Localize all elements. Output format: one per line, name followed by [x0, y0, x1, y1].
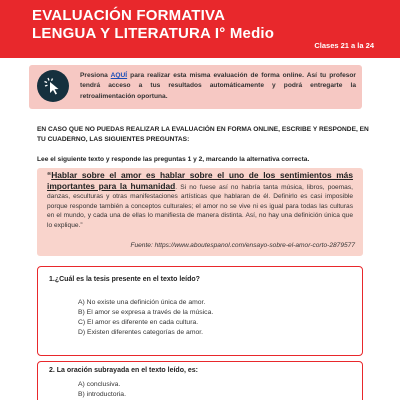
question-1-options	[78, 298, 213, 338]
header-banner	[0, 0, 400, 58]
question-1-option-d[interactable]: D) Existen diferentes categorías de amor.	[78, 329, 204, 336]
question-1-option-b[interactable]: B) El amor se expresa a través de la música.	[78, 309, 214, 316]
reading-text-box	[37, 168, 363, 256]
notice-text-end: para realizar esta misma evaluación de forma online. Así tu profesor tendrá acceso a tus resultados automáticamente y podrá entregarte la retroalimentación oportuna.	[80, 72, 356, 100]
reading-body: . Si no fuese así no habría tanta música, libros, poemas, danzas, esculturas y otras manifestaciones artísticas que hablaran de él. Definirlo es casi imposible porque responde también a conceptos culturales; el amor no se vive ni es igual para todas las culturas en el mundo, y cada una de ellas lo manifiesta de manera distinta. Así, no hay una definición única que lo explique.”	[47, 183, 353, 229]
question-1-box	[37, 266, 363, 356]
reading-lead-in: Lee el siguiente texto y responde las preguntas 1 y 2, marcando la alternativa correcta.	[37, 156, 310, 163]
instructions: EN CASO QUE NO PUEDAS REALIZAR LA EVALUACIÓN EN FORMA ONLINE, ESCRIBE Y RESPONDE, EN TU CUADERNO, LAS SIGUIENTES PREGUNTAS:	[37, 126, 369, 143]
question-1-title: 1.¿Cuál es la tesis presente en el texto leído?	[49, 276, 200, 283]
question-2-option-a[interactable]: A) conclusiva.	[78, 381, 121, 388]
question-2-title: 2. La oración subrayada en el texto leído, es:	[49, 367, 198, 374]
question-1-option-a[interactable]: A) No existe una definición única de amor.	[78, 299, 206, 306]
online-evaluation-link[interactable]: AQUÍ	[110, 72, 128, 79]
question-1-option-c[interactable]: C) El amor es diferente en cada cultura.	[78, 319, 199, 326]
title-line-2: LENGUA Y LITERATURA I° Medio	[32, 25, 275, 42]
notice-text-start: Presiona	[80, 72, 111, 79]
notice-text	[80, 71, 356, 102]
question-2-option-b[interactable]: B) introductoria.	[78, 391, 126, 398]
classes-label: Clases 21 a la 24	[314, 41, 374, 50]
online-notice	[29, 65, 362, 109]
opening-quote: “	[47, 170, 52, 180]
question-2-box	[37, 361, 363, 400]
cursor-click-icon	[37, 70, 69, 102]
question-2-options	[78, 380, 126, 400]
underlined-sentence: Hablar sobre el amor es hablar sobre el uno de los sentimientos más importantes para la humanidad	[47, 170, 353, 191]
reading-text	[47, 171, 353, 231]
reading-source: Fuente: https://www.aboutespanol.com/ensayo-sobre-el-amor-corto-2879577	[130, 242, 355, 249]
title-line-1: EVALUACIÓN FORMATIVA	[32, 7, 226, 24]
